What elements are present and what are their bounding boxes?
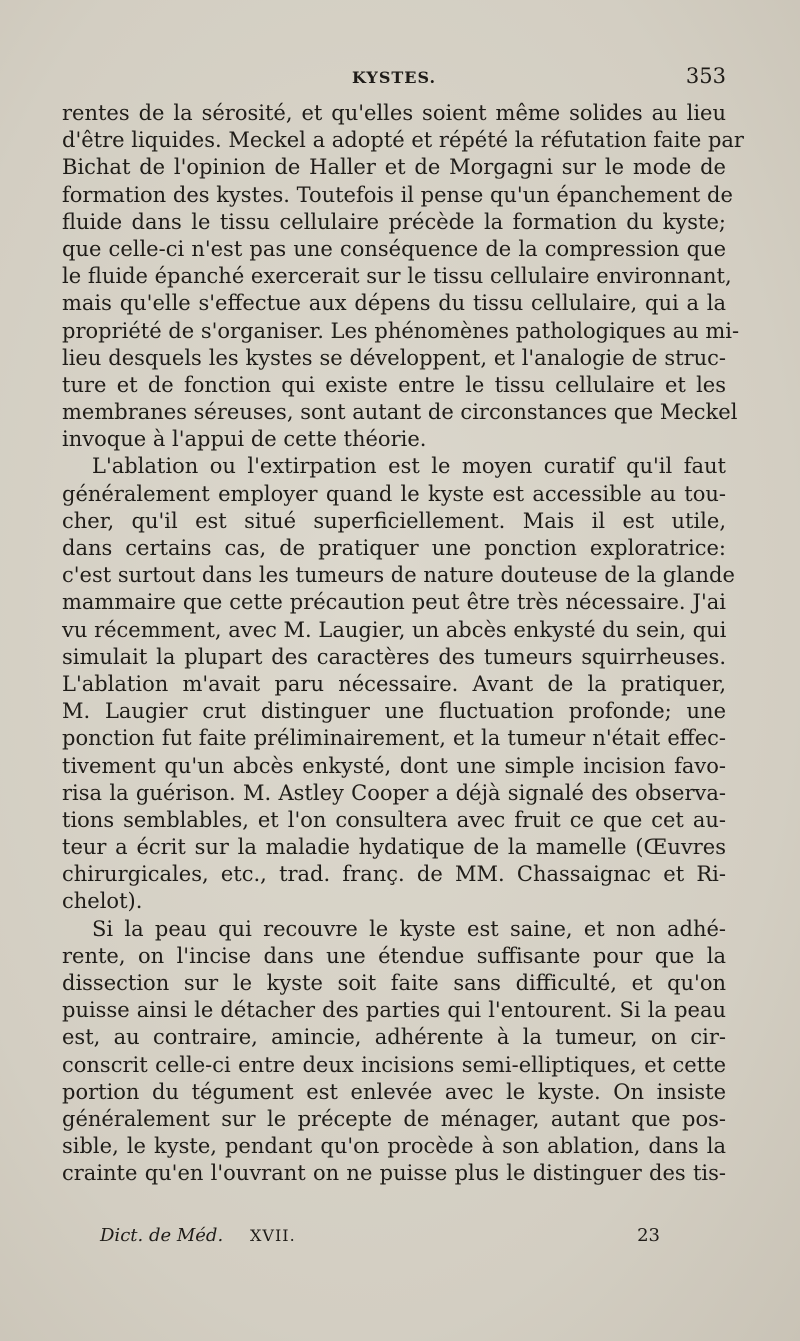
- text-line: ture et de fonction qui existe entre le tissu cellulaire et les: [62, 372, 726, 397]
- text-line: L'ablation ou l'extirpation est le moyen curatif qu'il faut: [92, 454, 726, 479]
- text-line: crainte qu'en l'ouvrant on ne puisse plus le distinguer des tis-: [62, 1161, 726, 1186]
- body-text: [62, 100, 744, 1188]
- text-line: vu récemment, avec M. Laugier, un abcès enkysté du sein, qui: [62, 617, 727, 642]
- text-line: rentes de la sérosité, et qu'elles soient même solides au lieu: [62, 101, 726, 125]
- page-footer: [100, 1225, 660, 1255]
- text-line: tions semblables, et l'on consultera avec fruit ce que cet au-: [62, 807, 726, 832]
- text-line: portion du tégument est enlevée avec le kyste. On insiste: [62, 1079, 726, 1104]
- text-line: dissection sur le kyste soit faite sans difficulté, et qu'on: [62, 971, 726, 995]
- text-line: L'ablation m'avait paru nécessaire. Avant de la pratiquer,: [62, 671, 726, 696]
- text-line: le fluide épanché exercerait sur le tissu cellulaire environnant,: [62, 264, 732, 289]
- text-line: propriété de s'organiser. Les phénomènes pathologiques au mi-: [62, 318, 740, 343]
- text-line: ponction fut faite préliminairement, et la tumeur n'était effec-: [62, 726, 726, 751]
- footer-source: Dict. de Méd.: [100, 1225, 224, 1246]
- text-line: cher, qu'il est situé superficiellement. Mais il est utile,: [62, 508, 726, 533]
- text-line: c'est surtout dans les tumeurs de nature douteuse de la glande: [62, 563, 735, 588]
- text-line: est, au contraire, amincie, adhérente à la tumeur, on cir-: [62, 1025, 726, 1050]
- text-line: teur a écrit sur la maladie hydatique de la mamelle (Œuvres: [62, 835, 726, 860]
- text-line: généralement employer quand le kyste est accessible au tou-: [62, 481, 726, 506]
- text-line: fluide dans le tissu cellulaire précède la formation du kyste;: [62, 209, 726, 234]
- text-line: sible, le kyste, pendant qu'on procède à son ablation, dans la: [62, 1134, 726, 1159]
- text-line: mais qu'elle s'effectue aux dépens du tissu cellulaire, qui a la: [62, 291, 726, 316]
- text-line: lieu desquels les kystes se développent, et l'analogie de struc-: [62, 345, 726, 370]
- text-line: membranes séreuses, sont autant de circonstances que Meckel: [62, 400, 738, 425]
- footer-volume: XVII.: [250, 1226, 296, 1245]
- text-line: invoque à l'appui de cette théorie.: [62, 427, 427, 452]
- text-line: tivement qu'un abcès enkysté, dont une simple incision favo-: [62, 753, 726, 778]
- page-number: 353: [685, 64, 726, 88]
- text-line: chirurgicales, etc., trad. franç. de MM. Chassaignac et Ri-: [62, 862, 726, 887]
- page-header: [62, 62, 726, 92]
- text-line: chelot).: [62, 889, 143, 914]
- text-line: M. Laugier crut distinguer une fluctuation profonde; une: [62, 699, 726, 724]
- text-line: généralement sur le précepte de ménager, autant que pos-: [62, 1106, 726, 1131]
- text-line: formation des kystes. Toutefois il pense qu'un épanchement de: [62, 182, 733, 207]
- text-line: Bichat de l'opinion de Haller et de Morgagni sur le mode de: [62, 155, 726, 180]
- text-line: que celle-ci n'est pas une conséquence de la compression que: [62, 236, 726, 261]
- text-line: conscrit celle-ci entre deux incisions semi-elliptiques, et cette: [62, 1052, 726, 1077]
- text-line: Si la peau qui recouvre le kyste est saine, et non adhé-: [92, 916, 726, 941]
- text-line: puisse ainsi le détacher des parties qui l'entourent. Si la peau: [62, 998, 726, 1023]
- footer-signature: 23: [637, 1225, 660, 1246]
- running-title: KYSTES.: [351, 68, 437, 87]
- text-line: mammaire que cette précaution peut être très nécessaire. J'ai: [62, 590, 726, 615]
- text-line: rente, on l'incise dans une étendue suffisante pour que la: [62, 943, 726, 968]
- text-line: simulait la plupart des caractères des tumeurs squirrheuses.: [62, 644, 726, 669]
- text-line: risa la guérison. M. Astley Cooper a déjà signalé des observa-: [62, 780, 726, 805]
- text-line: dans certains cas, de pratiquer une ponction exploratrice:: [62, 536, 726, 560]
- text-line: d'être liquides. Meckel a adopté et répété la réfutation faite par: [62, 128, 744, 153]
